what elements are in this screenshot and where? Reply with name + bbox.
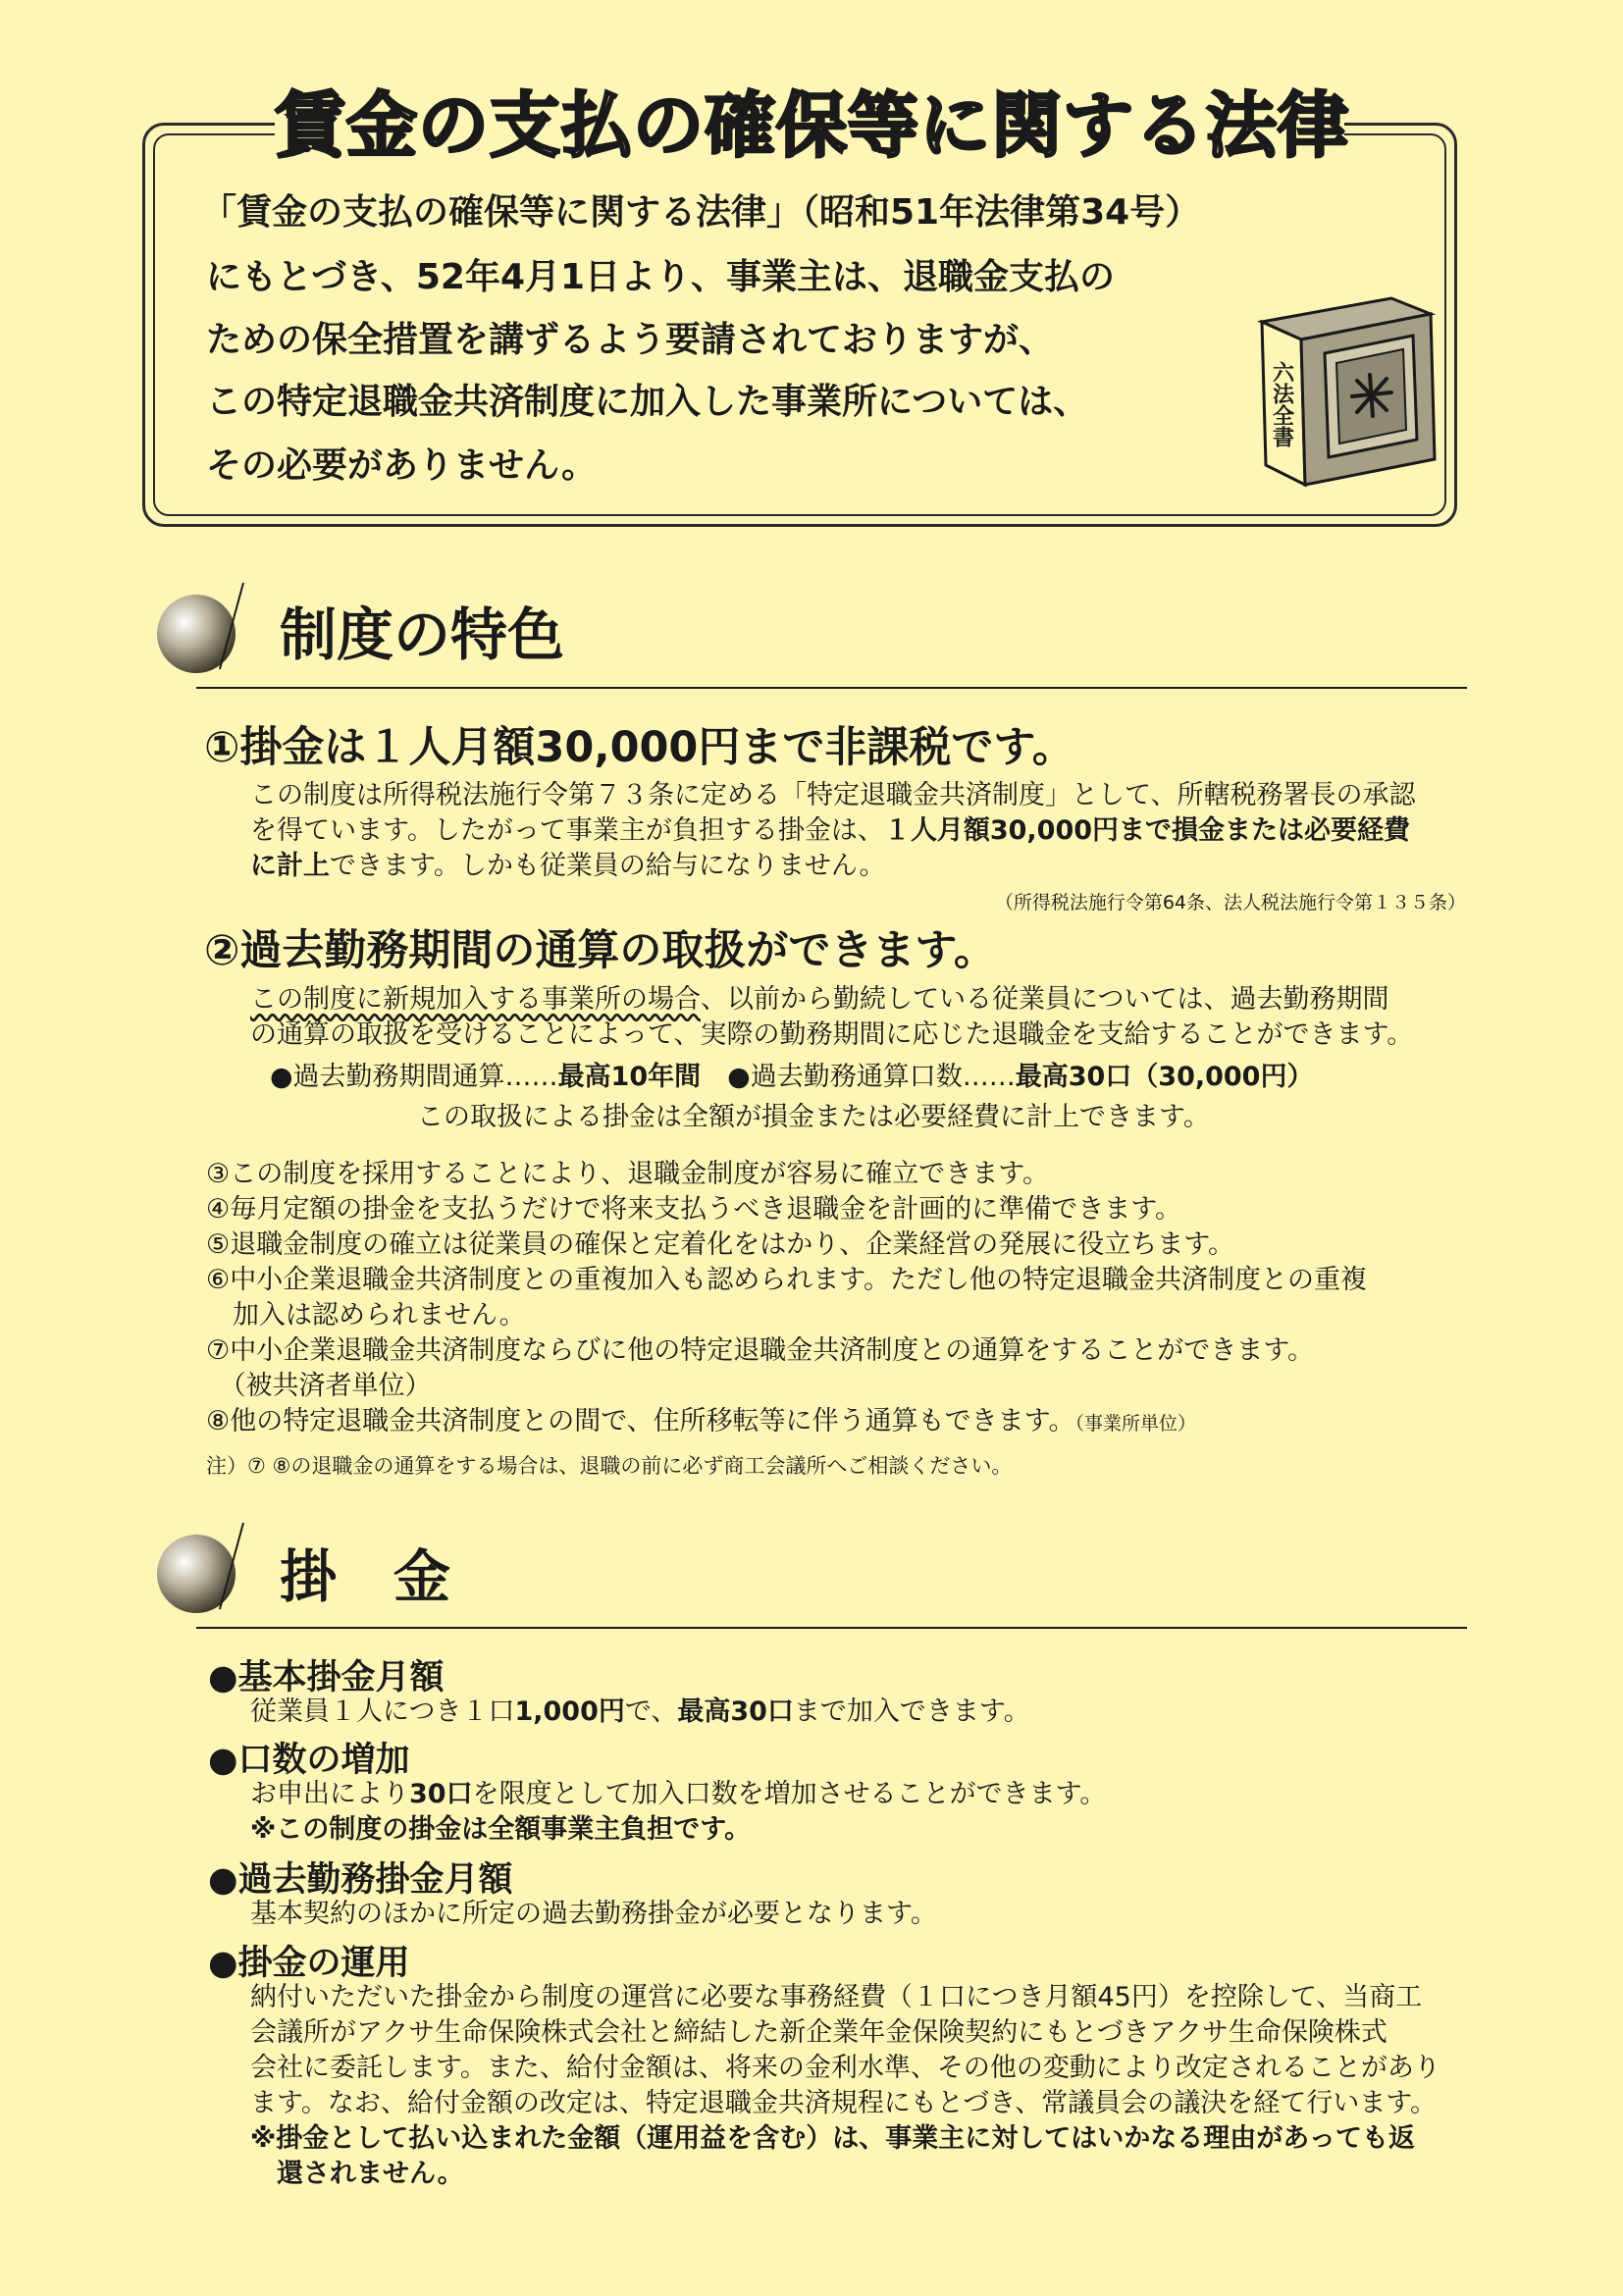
feature-item-6-cont: 加入は認められません。	[206, 1300, 526, 1331]
feature-item-8-text: ⑧他の特定退職金共済制度との間で、住所移転等に伴う通算もできます。	[206, 1406, 1075, 1436]
law-line-4: この特定退職金共済制度に加入した事業所については、	[206, 382, 1089, 422]
bullet-1-label: ●過去勤務期間通算……	[270, 1062, 558, 1092]
bullet-2-value: 最高30口（30,000円）	[1015, 1062, 1314, 1092]
increase-note: ※この制度の掛金は全額事業主負担です。	[250, 1814, 752, 1845]
section-ball-icon-2	[149, 1521, 251, 1619]
law-line-3: ための保全措置を講ずるよう要請されておりますが、	[206, 320, 1055, 360]
feature-2-line-1-text: 、以前から勤続している従業員については、過去勤務期間	[701, 984, 1389, 1015]
basic-text	[250, 1694, 1030, 1731]
feature-item-8	[206, 1403, 1196, 1442]
increase-title: ●口数の増加	[208, 1741, 410, 1780]
book-spine-label: 六法全書	[1269, 361, 1294, 447]
feature-2-bullets	[270, 1059, 1313, 1096]
feature-1-title: ①掛金は１人月額30,000円まで非課税です。	[204, 723, 1074, 772]
increase-text	[250, 1776, 1106, 1813]
past-text: 基本契約のほかに所定の過去勤務掛金が必要となります。	[250, 1899, 937, 1929]
increase-text-2: を限度として加入口数を増加させることができます。	[472, 1779, 1107, 1809]
feature-1-line-2-text: を得ています。したがって事業主が負担する掛金は、	[250, 815, 884, 846]
law-line-1: 「賃金の支払の確保等に関する法律」（昭和51年法律第34号）	[201, 192, 1201, 233]
feature-2-line-1	[250, 981, 1388, 1018]
operation-title: ●掛金の運用	[208, 1944, 410, 1983]
basic-title: ●基本掛金月額	[208, 1658, 445, 1697]
feature-2-line-1-wavy: この制度に新規加入する事業所の場合	[250, 984, 701, 1015]
law-title: 賃金の支払の確保等に関する法律	[275, 77, 1344, 175]
bullet-2-label: ●過去勤務通算口数……	[727, 1062, 1016, 1092]
feature-2-title: ②過去勤務期間の通算の取扱ができます。	[204, 926, 996, 975]
feature-item-3: ③この制度を採用することにより、退職金制度が容易に確立できます。	[206, 1159, 1050, 1189]
feature-item-5: ⑤退職金制度の確立は従業員の確保と定着化をはかり、企業経営の発展に役立ちます。	[206, 1229, 1235, 1260]
operation-line-1: 納付いただいた掛金から制度の運営に必要な事務経費（１口につき月額45円）を控除して、当商工	[250, 1982, 1423, 2012]
features-rule	[196, 687, 1467, 689]
basic-text-2: で、	[624, 1696, 678, 1727]
feature-note: 注）⑦ ⑧の退職金の通算をする場合は、退職の前に必ず商工会議所へご相談ください。	[206, 1454, 1013, 1478]
feature-item-6: ⑥中小企業退職金共済制度との重複加入も認められます。ただし他の特定退職金共済制度との重複	[206, 1265, 1368, 1295]
feature-item-7-cont: （被共済者単位）	[206, 1371, 432, 1401]
kakekin-heading: 掛 金	[280, 1543, 451, 1610]
feature-1-line-2	[250, 812, 1410, 850]
operation-line-2: 会議所がアクサ生命保険株式会社と締結した新企業年金保険契約にもとづきアクサ生命保険株式	[250, 2017, 1387, 2048]
basic-bold-1: 1,000円	[514, 1696, 625, 1727]
feature-item-7: ⑦中小企業退職金共済制度ならびに他の特定退職金共済制度との通算をすることができます。	[206, 1335, 1315, 1366]
operation-line-3: 会社に委託します。また、給付金額は、将来の金利水準、その他の変動により改定されることがあり	[250, 2053, 1440, 2083]
operation-line-4: ます。なお、給付金額の改定は、特定退職金共済規程にもとづき、常議員会の議決を経て行います。	[250, 2088, 1438, 2118]
law-book-icon	[1244, 292, 1440, 489]
feature-2-line-4: この取扱による掛金は全額が損金または必要経費に計上できます。	[417, 1102, 1210, 1132]
feature-1-line-3-text: できます。しかも従業員の給与になりません。	[330, 851, 886, 881]
basic-text-1: 従業員１人につき１口	[250, 1696, 515, 1727]
features-heading: 制度の特色	[280, 601, 565, 668]
feature-1-line-3-bold: に計上	[250, 851, 330, 881]
feature-1-line-2-bold: １人月額30,000円まで損金または必要経費	[883, 815, 1411, 846]
operation-note-2: 還されません。	[250, 2159, 464, 2189]
basic-text-3: まで加入できます。	[793, 1696, 1030, 1727]
feature-1-line-1: この制度は所得税法施行令第７３条に定める「特定退職金共済制度」として、所轄税務署長の承認	[250, 780, 1416, 810]
feature-1-reference: （所得税法施行令第64条、法人税法施行令第１３５条）	[994, 892, 1466, 913]
law-line-2: にもとづき、52年4月1日より、事業主は、退職金支払の	[206, 257, 1116, 297]
past-title: ●過去勤務掛金月額	[208, 1860, 513, 1900]
feature-item-8-small: （事業所単位）	[1074, 1413, 1197, 1435]
bullet-1-value: 最高10年間	[557, 1062, 702, 1092]
feature-item-4: ④毎月定額の掛金を支払うだけで将来支払うべき退職金を計画的に準備できます。	[206, 1194, 1182, 1225]
increase-text-1: お申出により	[250, 1779, 409, 1809]
feature-1-line-3	[250, 848, 885, 885]
basic-bold-2: 最高30口	[677, 1696, 794, 1727]
feature-2-line-2: の通算の取扱を受けることによって、実際の勤務期間に応じた退職金を支給することができます。	[250, 1019, 1414, 1050]
operation-note-1: ※掛金として払い込まれた金額（運用益を含む）は、事業主に対してはいかなる理由があっても返	[250, 2123, 1415, 2154]
law-line-5: その必要がありません。	[206, 445, 598, 486]
kakekin-rule	[196, 1627, 1467, 1629]
section-ball-icon	[149, 581, 251, 679]
increase-bold: 30口	[409, 1779, 473, 1809]
